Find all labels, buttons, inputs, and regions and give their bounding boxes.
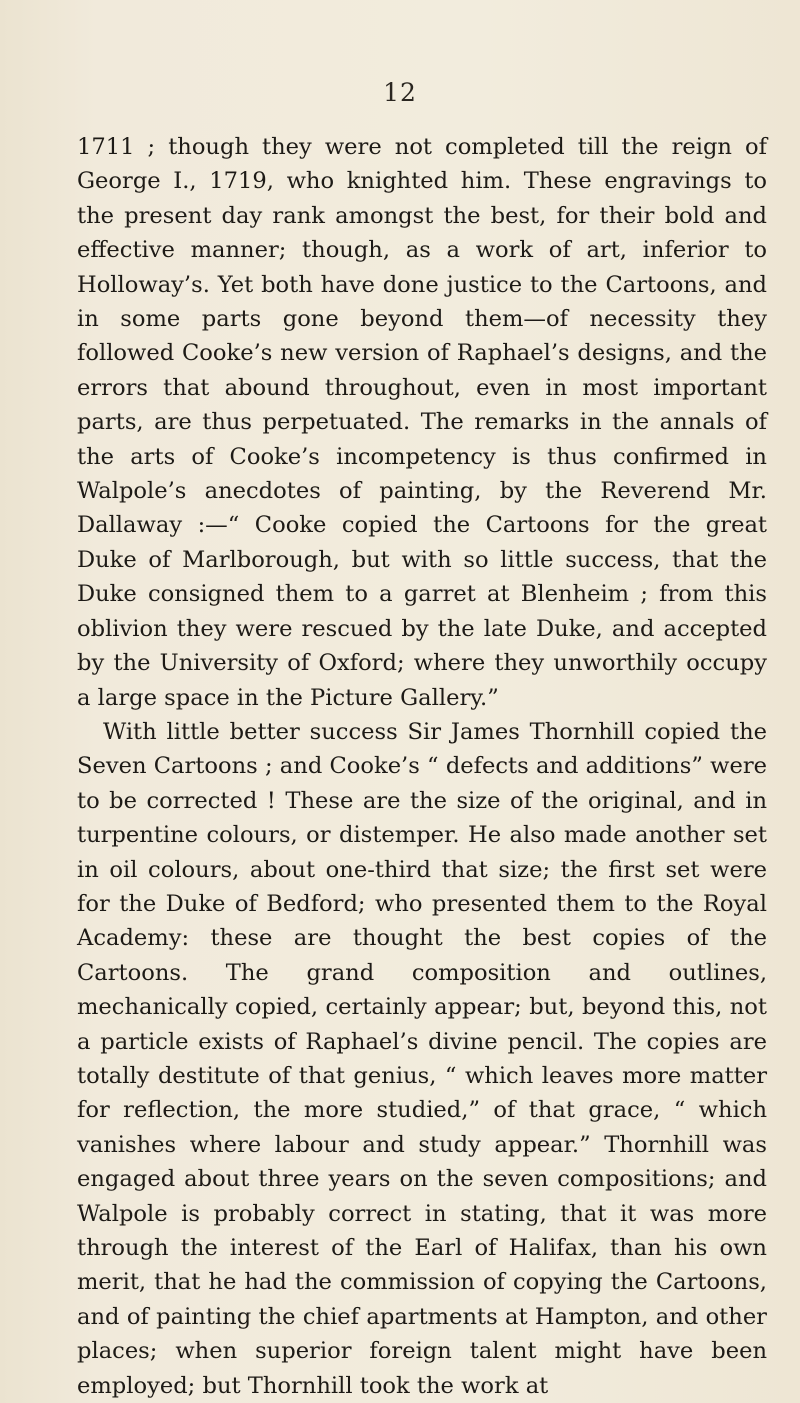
body-text	[77, 130, 767, 1403]
page-number: 12	[383, 78, 417, 107]
paragraph-2: With little better success Sir James Thornhill copied the Seven Cartoons ; and Cooke’s “ defects and additions” were to be corrected ! These are the size of the original, and in turpentine colours, or distemper. He also made another set in oil colours, about one-third that size; the first set were for the Duke of Bedford; who presented them to the Royal Academy: these are thought the best copies of the Cartoons. The grand composition and outlines, mechanically copied, certainly appear; but, beyond this, not a particle exists of Raphael’s divine pencil. The copies are totally destitute of that genius, “ which leaves more matter for reflection, the more studied,” of that grace, “ which vanishes where labour and study appear.” Thornhill was engaged about three years on the seven compositions; and Walpole is probably correct in stating, that it was more through the interest of the Earl of Halifax, than his own merit, that he had the commission of copying the Cartoons, and of painting the chief apartments at Hampton, and other places; when superior foreign talent might have been employed; but Thornhill took the work at	[77, 718, 767, 1399]
paragraph-1: 1711 ; though they were not completed till the reign of George I., 1719, who knighted him. These engravings to the present day rank amongst the best, for their bold and effective manner; though, as a work of art, inferior to Holloway’s. Yet both have done justice to the Cartoons, and in some parts gone beyond them—of necessity they followed Cooke’s new version of Raphael’s designs, and the errors that abound throughout, even in most important parts, are thus perpetuated. The remarks in the annals of the arts of Cooke’s incompetency is thus confirmed in Walpole’s anecdotes of painting, by the Reverend Mr. Dallaway :—“ Cooke copied the Cartoons for the great Duke of Marlborough, but with so little success, that the Duke consigned them to a garret at Blenheim ; from this oblivion they were rescued by the late Duke, and accepted by the University of Oxford; where they unworthily occupy a large space in the Picture Gallery.”	[77, 134, 767, 711]
